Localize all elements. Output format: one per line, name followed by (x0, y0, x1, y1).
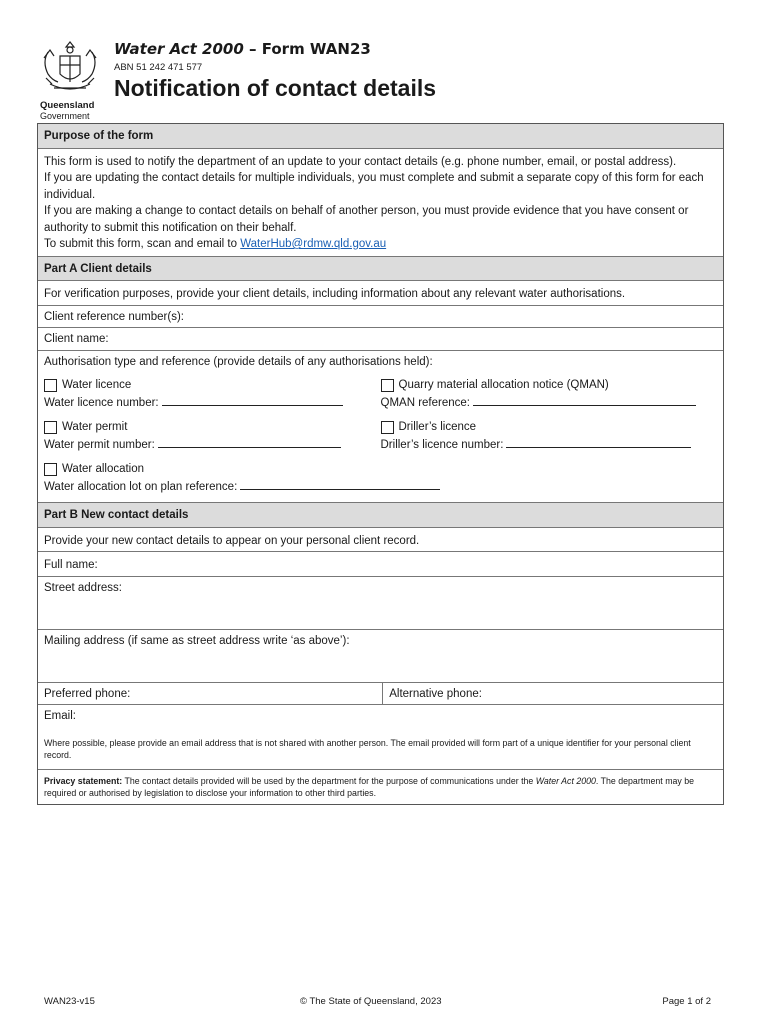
water-allocation-label: Water allocation (62, 463, 145, 475)
purpose-paragraph-3: If you are making a change to contact details on behalf of another person, you must provide evidence that you have consent or authority to submit this notification on their behalf. (44, 205, 689, 234)
water-licence-option (44, 376, 381, 412)
purpose-section (38, 148, 723, 256)
water-allocation-option (44, 460, 717, 496)
page-title: Notification of contact details (114, 75, 437, 101)
drillers-licence-checkbox[interactable] (381, 421, 394, 434)
purpose-paragraph-2: If you are updating the contact details for multiple individuals, you must complete and submit a separate copy of this form for each individual. (44, 172, 704, 201)
full-name-field[interactable]: Full name: (38, 551, 723, 576)
water-permit-number-field[interactable] (158, 437, 341, 448)
phone-row (38, 682, 723, 705)
footer-copyright: © The State of Queensland, 2023 (300, 996, 442, 1007)
queensland-government-logo (36, 38, 108, 122)
water-licence-checkbox[interactable] (44, 379, 57, 392)
drillers-licence-option (381, 418, 718, 454)
alternative-phone-field[interactable]: Alternative phone: (389, 687, 482, 700)
logo-queensland-text: Queensland (40, 100, 95, 111)
water-allocation-reference-field[interactable] (240, 479, 440, 490)
form-body (37, 123, 724, 805)
authorisation-options (44, 376, 717, 496)
purpose-paragraph-4 (44, 236, 717, 253)
part-b-heading: Part B New contact details (38, 502, 723, 527)
street-address-field[interactable]: Street address: (38, 576, 723, 629)
logo-government-text: Government (40, 111, 90, 121)
qman-option (381, 376, 718, 412)
email-note: Where possible, please provide an email address that is not shared with another person. The email provided will form part of a unique identifier for your personal client record. (44, 737, 691, 760)
part-a-heading: Part A Client details (38, 256, 723, 281)
qman-reference-field[interactable] (473, 395, 696, 406)
privacy-text-a: The contact details provided will be used by the department for the purpose of communications under the (122, 775, 536, 786)
part-a-intro: For verification purposes, provide your client details, including information about any relevant water authorisations. (38, 280, 723, 305)
form-code-title (114, 40, 371, 58)
privacy-act-name: Water Act 2000 (535, 775, 596, 786)
email-link[interactable]: WaterHub@rdmw.qld.gov.au (240, 238, 387, 250)
drillers-licence-number-label: Driller’s licence number: (380, 439, 504, 451)
form-code: – Form WAN23 (243, 40, 371, 58)
drillers-licence-number-field[interactable] (506, 437, 691, 448)
drillers-licence-label: Driller’s licence (398, 421, 477, 433)
coat-of-arms-icon (38, 38, 102, 98)
preferred-phone-field[interactable]: Preferred phone: (38, 683, 383, 705)
client-reference-field[interactable]: Client reference number(s): (38, 305, 723, 328)
water-allocation-checkbox[interactable] (44, 463, 57, 476)
client-name-field[interactable]: Client name: (38, 327, 723, 350)
email-field[interactable] (38, 704, 723, 769)
water-allocation-reference-label: Water allocation lot on plan reference: (44, 481, 238, 493)
footer-version: WAN23-v15 (44, 996, 95, 1007)
qman-reference-label: QMAN reference: (380, 397, 470, 409)
abn-number: ABN 51 242 471 577 (114, 62, 203, 73)
water-licence-number-field[interactable] (162, 395, 343, 406)
water-licence-number-label: Water licence number: (44, 397, 159, 409)
footer-page-number: Page 1 of 2 (662, 996, 711, 1007)
water-permit-number-label: Water permit number: (44, 439, 155, 451)
privacy-label: Privacy statement: (44, 775, 123, 786)
act-name: Water Act 2000 (114, 40, 244, 58)
purpose-paragraph-1: This form is used to notify the department of an update to your contact details (e.g. phone number, email, or postal address). (44, 155, 677, 168)
privacy-statement (38, 769, 723, 804)
part-b-intro: Provide your new contact details to appear on your personal client record. (38, 527, 723, 552)
mailing-address-field[interactable]: Mailing address (if same as street address write ‘as above’): (38, 629, 723, 682)
email-label: Email: (44, 710, 76, 722)
purpose-heading: Purpose of the form (38, 124, 723, 148)
water-licence-label: Water licence (62, 379, 132, 391)
submit-instruction: To submit this form, scan and email to (44, 238, 241, 250)
form-header (36, 38, 736, 122)
privacy-text-b: . The department may be required or authorised by legislation to disclose your information to other third parties. (44, 775, 695, 798)
water-permit-option (44, 418, 381, 454)
authorisation-section (38, 350, 723, 503)
authorisation-intro: Authorisation type and reference (provide details of any authorisations held): (44, 355, 433, 368)
water-permit-checkbox[interactable] (44, 421, 57, 434)
water-permit-label: Water permit (62, 421, 128, 433)
qman-checkbox[interactable] (381, 379, 394, 392)
qman-label: Quarry material allocation notice (QMAN) (398, 379, 609, 391)
